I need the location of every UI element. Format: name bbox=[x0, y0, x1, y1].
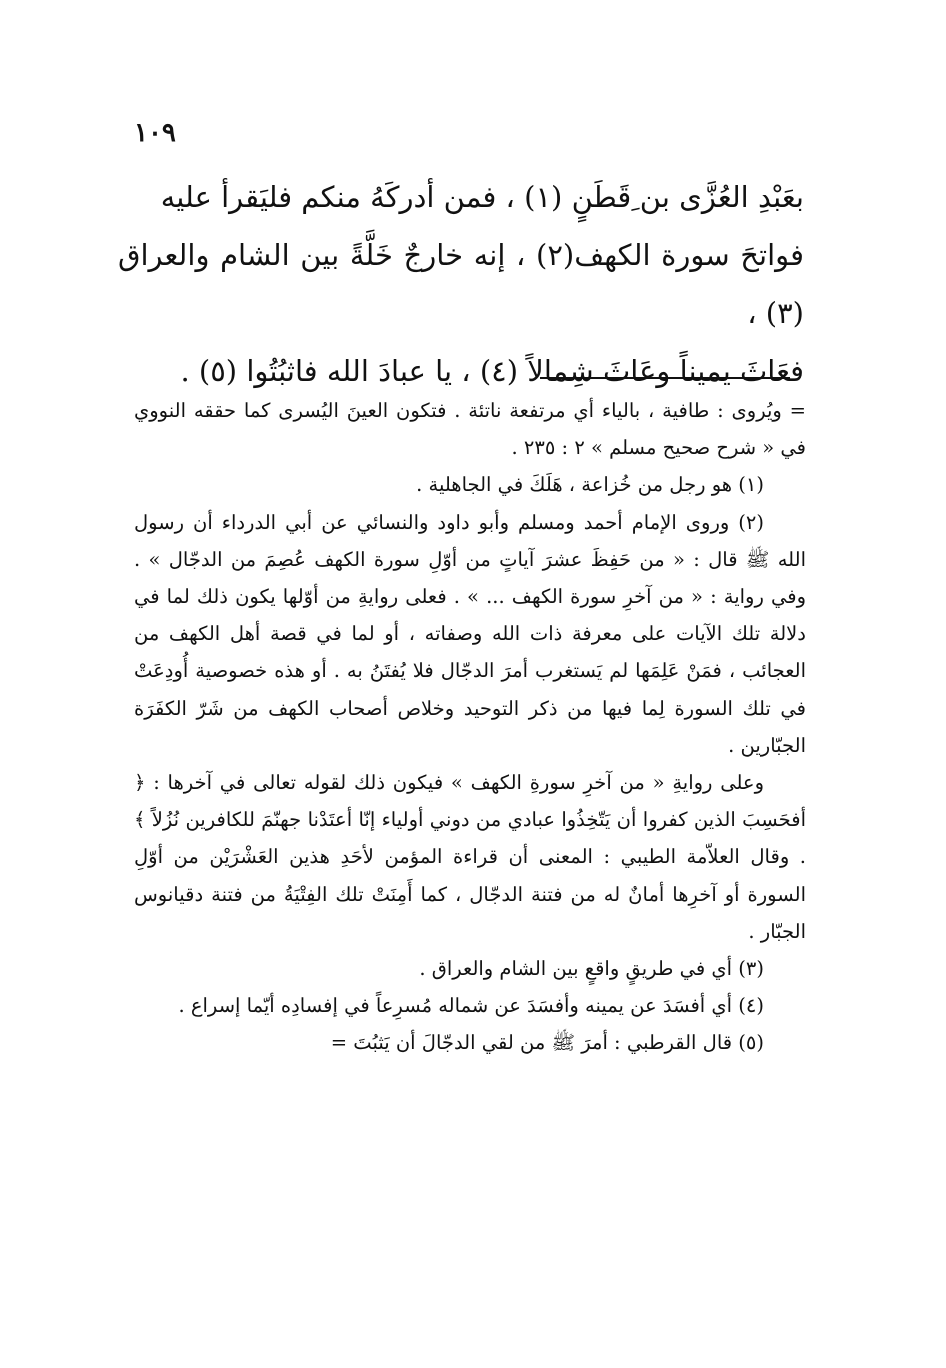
footnote-continuation: = ويُروى : طافية ، بالياء أي مرتفعة ناتئة . فتكون العينَ اليُسرى كما حققه النووي في « شرح صحيح مسلم » ٢ : ٢٣٥ . bbox=[134, 399, 806, 460]
footnote-4: (٤) أي أفسَدَ عن يمينه وأفسَدَ عن شماله مُسرِعاً في إفسادِه أيّما إسراع . bbox=[178, 994, 764, 1018]
footnote-5: (٥) قال القرطبي : أمرَ ﷺ من لقي الدجّالَ أن يَثبُتَ = bbox=[330, 1031, 764, 1055]
footnote-2-continued: وعلى روايةِ « من آخرِ سورةِ الكهف » فيكون ذلك لقوله تعالى في آخرها : ﴿ أفحَسِبَ الذين كفروا أن يَتّخِذُوا عبادي من دوني أولياء إنّا أعتَدْنا جهنّمَ للكافرين نُزُلاً ﴾ . وقال العلاّمة الطيبي : المعنى أن قراءة المؤمن لأحَدِ هذين العَشْرَيْن من أوّلِ السورة أو آخرِها أمانٌ له من فتنة الدجّال ، كما أَمِنَتْ تلك الفِتْيَةُ من فتنة دقيانوس الجبّار . bbox=[134, 771, 806, 943]
main-text-line: بعَبْدِ العُزَّى بن ِقَطَنٍ (١) ، فمن أدركَهُ منكم فليَقرأ عليه bbox=[160, 180, 804, 214]
main-text-line: فواتحَ سورة الكهف(٢) ، إنه خارجٌ خَلَّةً بين الشام والعراق (٣) ، bbox=[118, 238, 804, 330]
footnote-3: (٣) أي في طريقٍ واقعٍ بين الشام والعراق . bbox=[419, 957, 764, 981]
footnote-divider bbox=[540, 377, 790, 379]
footnote-2: (٢) وروى الإمام أحمد ومسلم وأبو داود والنسائي عن أبي الدرداء أن رسول الله ﷺ قال : « من حَفِظَ عشرَ آياتٍ من أوّلِ سورة الكهف عُصِمَ من الدجّال » . وفي رواية : « من آخرِ سورة الكهف ... » . فعلى روايةِ من أوّلها يكون ذلك لما في دلالة تلك الآيات على معرفة ذات الله وصفاته ، أو لما في قصة أهل الكهف من العجائب ، فمَنْ عَلِمَها لم يَستغرب أمرَ الدجّال فلا يُفتَنُ به . أو هذه خصوصية أُودِعَتْ في تلك السورة لِما فيها من ذكر التوحيد وخلاص أصحاب الكهف من شَرّ الكفَرَة الجبّارين . bbox=[134, 510, 806, 757]
page-number: ١٠٩ bbox=[134, 118, 176, 148]
main-text bbox=[118, 168, 804, 400]
main-text-line: فعَاثَ يميناً وعَاثَ شِمالاً (٤) ، يا عبادَ الله فاثبُتُوا (٥) . bbox=[180, 354, 804, 388]
footnotes bbox=[134, 392, 806, 1062]
footnote-1: (١) هو رجل من خُزاعة ، هَلَكَ في الجاهلية . bbox=[416, 473, 764, 497]
